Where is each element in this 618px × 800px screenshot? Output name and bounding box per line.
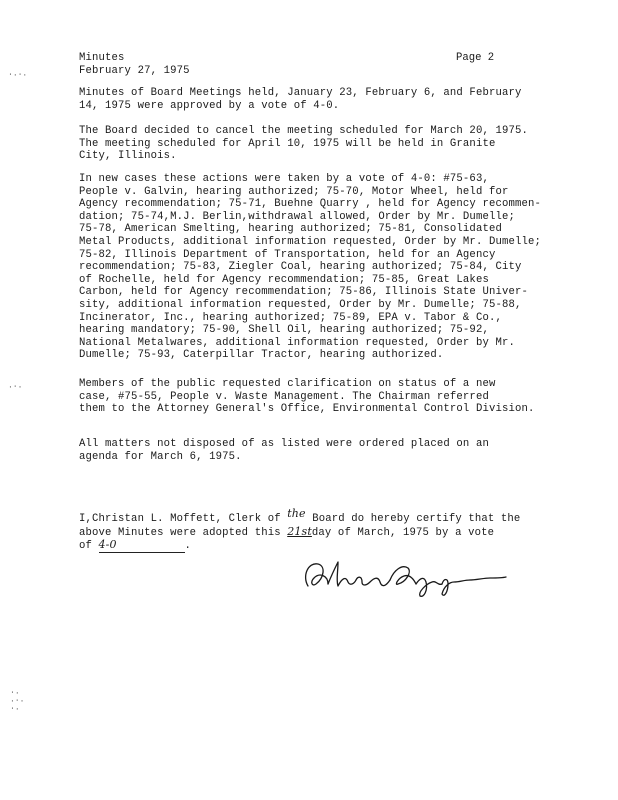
new-cases-line: Carbon, held for Agency recommendation; 75-86, Illinois State Univer- <box>79 286 529 299</box>
cert-text: I,Christan L. Moffett, Clerk of <box>79 513 288 525</box>
signature-stroke <box>390 567 416 585</box>
public-line: Members of the public requested clarification on status of a new <box>79 378 496 390</box>
signature-stroke <box>328 562 356 586</box>
margin-mark-bottom: ⋅· ·⋅· ⋅· <box>10 689 25 714</box>
cancel-line: City, Illinois. <box>79 150 177 163</box>
meeting-date: February 27, 1975 <box>79 65 190 77</box>
inserted-word: the <box>287 507 306 520</box>
new-cases-line: of Rochelle, held for Agency recommendation; 75-85, Great Lakes <box>79 273 489 286</box>
cert-text: . <box>184 540 192 553</box>
page-number: Page 2 <box>456 52 495 64</box>
certification-line-2 <box>79 526 579 540</box>
agenda-paragraph <box>79 438 579 463</box>
cancel-paragraph <box>79 125 579 163</box>
new-cases-line: People v. Galvin, hearing authorized; 75-70, Motor Wheel, held for <box>79 185 509 198</box>
new-cases-line: National Metalwares, additional information requested, Order by Mr. <box>79 336 515 349</box>
certification-line-1 <box>79 507 579 526</box>
handwritten-day: 21st <box>287 524 312 538</box>
handwritten-vote: 4-0 <box>99 539 185 553</box>
cancel-line: The meeting scheduled for April 10, 1975 will be held in Granite <box>79 137 496 150</box>
new-cases-line: Dumelle; 75-93, Caterpillar Tractor, hearing authorized. <box>79 349 444 362</box>
new-cases-line: recommendation; 75-83, Ziegler Coal, hearing authorized; 75-84, City <box>79 261 522 274</box>
cert-text: above Minutes were adopted this <box>79 526 288 539</box>
new-cases-line: In new cases these actions were taken by a vote of 4-0: #75-63, <box>79 173 489 185</box>
new-cases-line: 75-78, American Smelting, hearing authorized; 75-81, Consolidated <box>79 223 502 236</box>
cert-text: Board do hereby certify that the <box>305 513 521 525</box>
new-cases-paragraph <box>79 173 579 362</box>
new-cases-line: Incinerator, Inc., hearing authorized; 75-89, EPA v. Tabor & Co., <box>79 311 502 324</box>
document-title: Minutes <box>79 52 125 64</box>
public-paragraph <box>79 378 579 416</box>
agenda-line: All matters not disposed of as listed were ordered placed on an <box>79 438 489 450</box>
clerk-signature <box>298 556 518 602</box>
new-cases-line: Agency recommendation; 75-71, Buehne Quarry , held for Agency recommen- <box>79 198 542 211</box>
public-line: case, #75-55, People v. Waste Management. The Chairman referred <box>79 390 489 403</box>
margin-mark-top: ⋅·⋅· <box>8 71 28 80</box>
signature-stroke <box>442 580 470 596</box>
approval-paragraph <box>79 87 579 112</box>
agenda-line: agenda for March 6, 1975. <box>79 450 242 463</box>
new-cases-line: 75-82, Illinois Department of Transportation, held for an Agency <box>79 248 496 261</box>
signature-stroke <box>470 577 506 580</box>
new-cases-line: hearing mandatory; 75-90, Shell Oil, hearing authorized; 75-92, <box>79 324 489 337</box>
certification-line-3 <box>79 539 579 553</box>
signature-stroke <box>306 564 328 586</box>
public-line: them to the Attorney General's Office, Environmental Control Division. <box>79 403 535 416</box>
certification-block <box>79 507 579 553</box>
approval-line: Minutes of Board Meetings held, January 23, February 6, and February <box>79 87 522 99</box>
new-cases-line: sity, additional information requested, Order by Mr. Dumelle; 75-88, <box>79 298 522 311</box>
new-cases-line: dation; 75-74,M.J. Berlin,withdrawal allowed, Order by Mr. Dumelle; <box>79 210 515 223</box>
approval-line: 14, 1975 were approved by a vote of 4-0. <box>79 99 340 112</box>
signature-stroke <box>356 577 390 585</box>
cert-text: of <box>79 540 99 553</box>
new-cases-line: Metal Products, additional information requested, Order by Mr. Dumelle; <box>79 235 542 248</box>
signature-stroke <box>416 578 442 596</box>
cert-text: day of March, 1975 by a vote <box>311 526 495 539</box>
cancel-line: The Board decided to cancel the meeting scheduled for March 20, 1975. <box>79 125 529 137</box>
margin-mark-middle: ·⋅· <box>8 383 23 392</box>
